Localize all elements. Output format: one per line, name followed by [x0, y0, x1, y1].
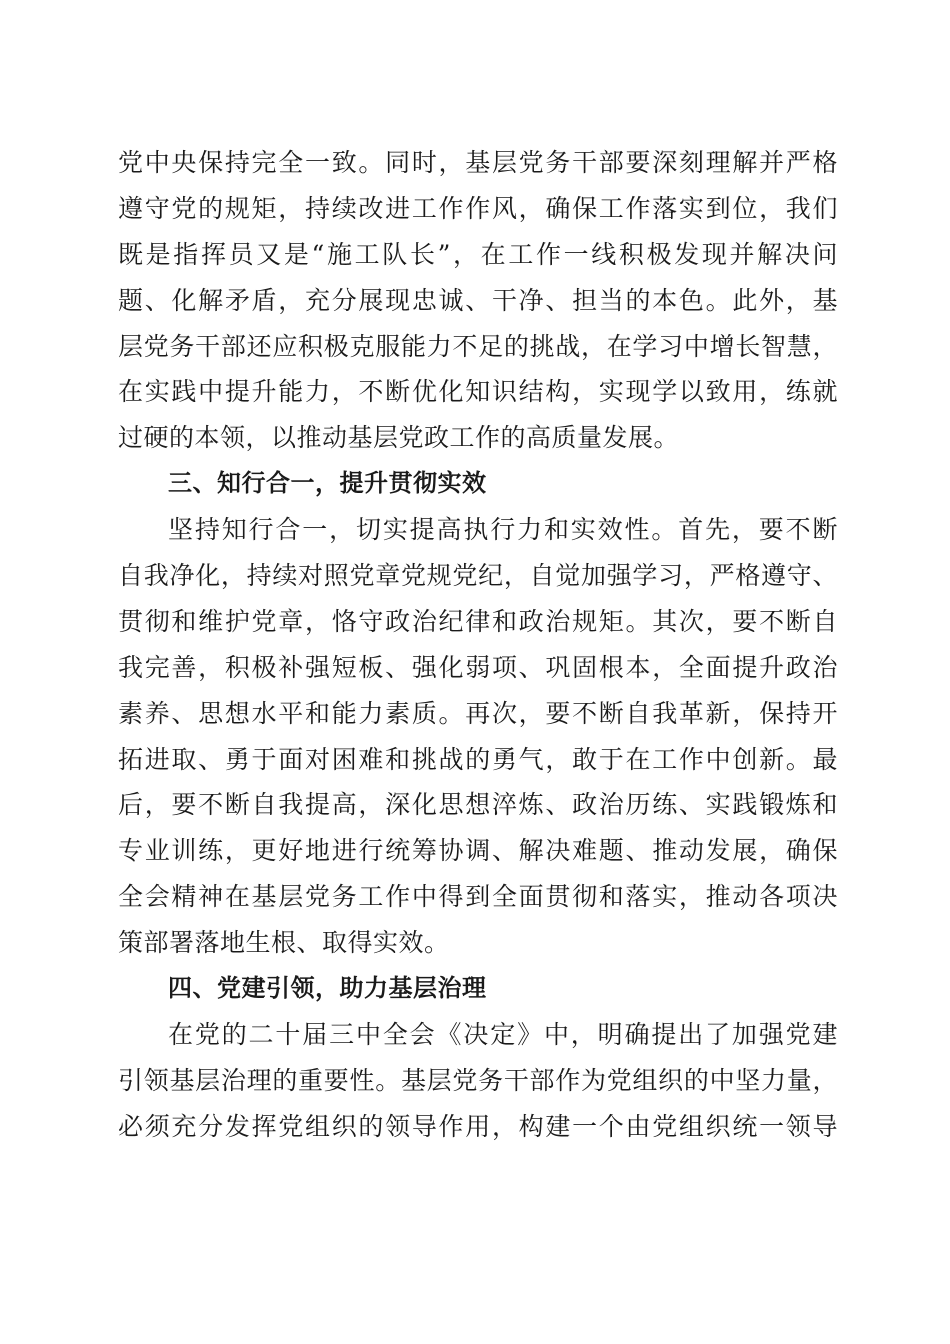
- text-line: 在实践中提升能力，不断优化知识结构，实现学以致用，练就: [118, 377, 838, 407]
- section-4-paragraph: [118, 1012, 838, 1150]
- text-line: 专业训练，更好地进行统筹协调、解决难题、推动发展，确保: [118, 836, 838, 866]
- text-line: 题、化解矛盾，充分展现忠诚、干净、担当的本色。此外，基: [118, 285, 838, 315]
- text-line: 素养、思想水平和能力素质。再次，要不断自我革新，保持开: [118, 698, 838, 728]
- text-line: 层党务干部还应积极克服能力不足的挑战，在学习中增长智慧，: [118, 331, 838, 361]
- text-line: 全会精神在基层党务工作中得到全面贯彻和落实，推动各项决: [118, 882, 838, 912]
- text-line: 拓进取、勇于面对困难和挑战的勇气，敢于在工作中创新。最: [118, 744, 838, 774]
- text-line: 后，要不断自我提高，深化思想淬炼、政治历练、实践锻炼和: [118, 790, 838, 820]
- section-4-heading: 四、党建引领，助力基层治理: [168, 974, 487, 1003]
- text-line: 自我净化，持续对照党章党规党纪，自觉加强学习，严格遵守、: [118, 561, 838, 591]
- text-line: 党中央保持完全一致。同时，基层党务干部要深刻理解并严格: [118, 148, 838, 177]
- document-page: [118, 140, 838, 1150]
- text-line: 过硬的本领，以推动基层党政工作的高质量发展。: [118, 423, 680, 453]
- section-3-heading: 三、知行合一，提升贯彻实效: [168, 469, 487, 498]
- text-line: 贯彻和维护党章，恪守政治纪律和政治规矩。其次，要不断自: [118, 606, 838, 636]
- paragraph-1: [118, 140, 838, 461]
- text-line: 遵守党的规矩，持续改进工作作风，确保工作落实到位，我们: [118, 193, 838, 223]
- section-3-paragraph: [118, 507, 838, 966]
- text-line: 必须充分发挥党组织的领导作用，构建一个由党组织统一领导: [118, 1111, 838, 1141]
- text-line: 在党的二十届三中全会《决定》中，明确提出了加强党建: [168, 1019, 838, 1049]
- text-line: 坚持知行合一，切实提高执行力和实效性。首先，要不断: [168, 515, 838, 545]
- text-line: 我完善，积极补强短板、强化弱项、巩固根本，全面提升政治: [118, 652, 838, 682]
- text-line: 既是指挥员又是“施工队长”，在工作一线积极发现并解决问: [118, 239, 838, 269]
- text-line: 引领基层治理的重要性。基层党务干部作为党组织的中坚力量，: [118, 1065, 838, 1095]
- text-line: 策部署落地生根、取得实效。: [118, 928, 450, 958]
